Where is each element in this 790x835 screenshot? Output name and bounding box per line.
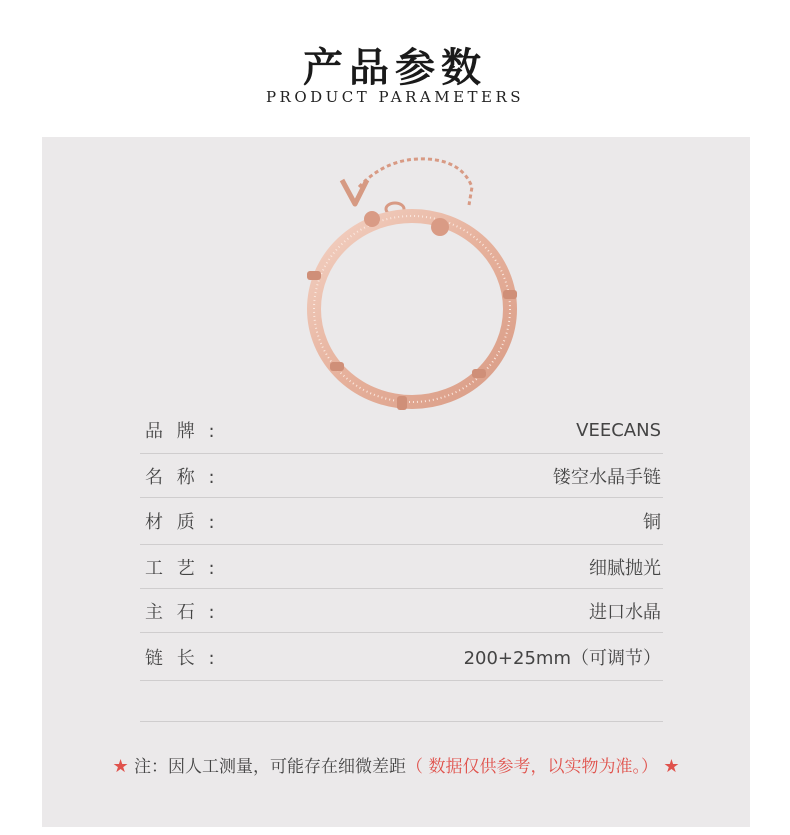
param-row-material: [140, 498, 663, 545]
param-value: 镂空水晶手链: [553, 466, 661, 488]
param-value: 细腻抛光: [589, 557, 661, 579]
star-icon: ★: [112, 756, 129, 777]
measurement-note: [42, 752, 750, 777]
param-value: VEECANS: [576, 419, 661, 441]
param-value: 200+25mm（可调节）: [463, 647, 661, 669]
param-row-brand: [140, 407, 663, 454]
param-row-chain-length: [140, 633, 663, 681]
param-label: 名 称 :: [145, 466, 219, 488]
param-label: 品 牌 :: [145, 421, 219, 442]
param-value: 铜: [643, 512, 661, 533]
bracelet-image: [297, 147, 527, 417]
star-icon: ★: [663, 756, 680, 777]
page-title: 产品参数: [303, 44, 487, 91]
param-row-name: [140, 454, 663, 498]
param-row-craft: [140, 545, 663, 589]
note-text: 注：因人工测量，可能存在细微差距: [134, 757, 407, 777]
param-row-main-stone: [140, 589, 663, 633]
param-label: 主 石 :: [145, 601, 219, 623]
note-highlight: （ 数据仅供参考，以实物为准。）: [406, 757, 658, 777]
param-label: 链 长 :: [145, 647, 219, 669]
param-label: 工 艺 :: [145, 557, 219, 579]
page-subtitle: PRODUCT PARAMETERS: [265, 88, 525, 106]
divider: [140, 681, 663, 722]
product-panel: [42, 137, 750, 827]
param-value: 进口水晶: [589, 601, 661, 623]
param-label: 材 质 :: [145, 512, 219, 533]
parameters-table: [140, 407, 663, 722]
